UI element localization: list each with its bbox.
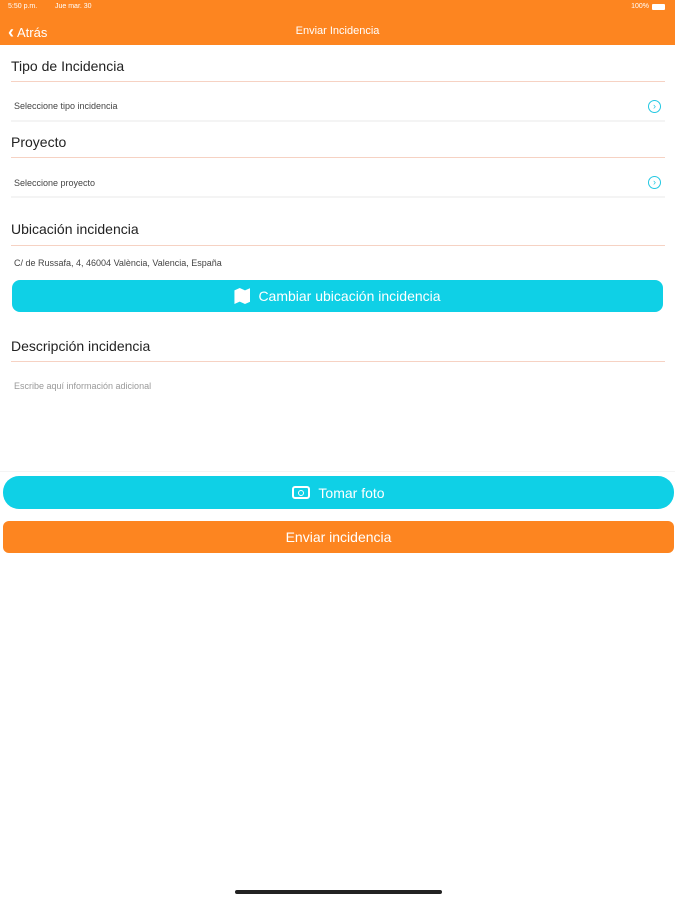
proyecto-value: Seleccione proyecto bbox=[14, 178, 96, 188]
take-photo-button[interactable] bbox=[3, 476, 674, 509]
take-photo-label: Tomar foto bbox=[318, 484, 385, 501]
change-location-button[interactable] bbox=[12, 280, 663, 312]
divider bbox=[0, 471, 675, 472]
status-date: Jue mar. 30 bbox=[55, 3, 92, 10]
description-textarea[interactable] bbox=[14, 370, 662, 470]
proyecto-select[interactable] bbox=[14, 178, 662, 198]
change-location-label: Cambiar ubicación incidencia bbox=[258, 288, 441, 304]
camera-icon bbox=[292, 486, 310, 499]
divider bbox=[11, 245, 665, 246]
chevron-left-icon: ‹ bbox=[8, 22, 14, 42]
tipo-label: Tipo de Incidencia bbox=[11, 58, 125, 74]
divider bbox=[11, 361, 665, 362]
proyecto-label: Proyecto bbox=[11, 134, 67, 150]
description-placeholder: Escribe aquí información adicional bbox=[14, 381, 152, 391]
status-time: 5:50 p.m. bbox=[8, 3, 38, 10]
divider bbox=[11, 196, 665, 198]
tipo-value: Seleccione tipo incidencia bbox=[14, 101, 118, 111]
divider bbox=[11, 81, 665, 82]
navigation-bar bbox=[0, 0, 675, 45]
descripcion-label: Descripción incidencia bbox=[11, 338, 151, 354]
send-incident-button[interactable] bbox=[3, 521, 674, 553]
ubicacion-label: Ubicación incidencia bbox=[11, 221, 139, 237]
divider bbox=[11, 157, 665, 158]
address-text: C/ de Russafa, 4, 46004 València, Valencia, España bbox=[14, 258, 222, 268]
tipo-select[interactable] bbox=[14, 101, 662, 121]
back-label: Atrás bbox=[17, 25, 48, 40]
send-incident-label: Enviar incidencia bbox=[285, 529, 392, 545]
battery-icon bbox=[652, 4, 665, 10]
status-battery: 100% bbox=[631, 3, 649, 10]
home-indicator[interactable] bbox=[235, 890, 442, 894]
arrow-right-circle-icon[interactable]: › bbox=[648, 176, 661, 189]
page-title: Enviar Incidencia bbox=[295, 25, 380, 37]
arrow-right-circle-icon[interactable]: › bbox=[648, 100, 661, 113]
map-icon bbox=[234, 288, 250, 304]
divider bbox=[11, 120, 665, 122]
